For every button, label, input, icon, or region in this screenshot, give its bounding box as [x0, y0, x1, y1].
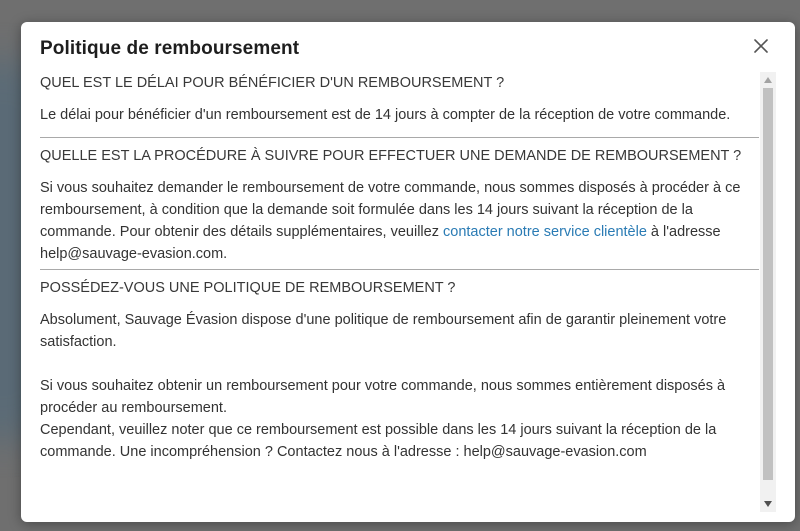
close-icon: [749, 34, 773, 58]
faq-answer: Le délai pour bénéficier d'un remboursement est de 14 jours à compter de la réception de votre commande.: [40, 107, 731, 123]
faq-answer-paragraph: Cependant, veuillez noter que ce remboursement est possible dans les 14 jours suivant la réception de la commande. Une incompréhension ? Contactez nous à l'adresse : help@sauvage-evasion.com: [40, 422, 717, 460]
scroll-thumb[interactable]: [763, 88, 773, 480]
faq-answer-paragraph: Si vous souhaitez obtenir un remboursement pour votre commande, nous sommes entièrement disposés à procéder au remboursement.: [40, 378, 726, 416]
triangle-up-icon: [764, 77, 772, 83]
close-button[interactable]: [749, 34, 773, 58]
faq-question: QUELLE EST LA PROCÉDURE À SUIVRE POUR EFFECTUER UNE DEMANDE DE REMBOURSEMENT ?: [40, 148, 742, 164]
faq-section-delay: [40, 72, 759, 126]
faq-answer: [40, 177, 759, 265]
faq-section-policy: [40, 269, 759, 463]
triangle-down-icon: [764, 501, 772, 507]
faq-question: POSSÉDEZ-VOUS UNE POLITIQUE DE REMBOURSEMENT ?: [40, 280, 456, 296]
faq-section-procedure: [40, 137, 759, 265]
modal-title: Politique de remboursement: [40, 38, 300, 59]
answer-text: Si vous souhaitez demander le remboursement de votre commande, nous sommes disposés à procéder à ce remboursement, à condition que la demande soit formulée dans les 14 jours suivant la réception de la commande. Pour obtenir des détails supplémentaires, veuillez: [40, 180, 741, 240]
contact-customer-service-link[interactable]: contacter notre service clientèle: [443, 224, 647, 240]
scroll-up-button[interactable]: [760, 72, 776, 88]
faq-answer-paragraph: Absolument, Sauvage Évasion dispose d'une politique de remboursement afin de garantir pleinement votre satisfaction.: [40, 312, 727, 350]
scroll-down-button[interactable]: [760, 496, 776, 512]
paragraph-spacer: [40, 353, 759, 375]
faq-question: QUEL EST LE DÉLAI POUR BÉNÉFICIER D'UN REMBOURSEMENT ?: [40, 75, 505, 91]
content-scrollbar[interactable]: [760, 72, 776, 512]
answer-text: à l'adresse help@sauvage-evasion.com.: [40, 224, 721, 262]
refund-policy-modal: [21, 22, 795, 522]
modal-content: [40, 72, 759, 512]
